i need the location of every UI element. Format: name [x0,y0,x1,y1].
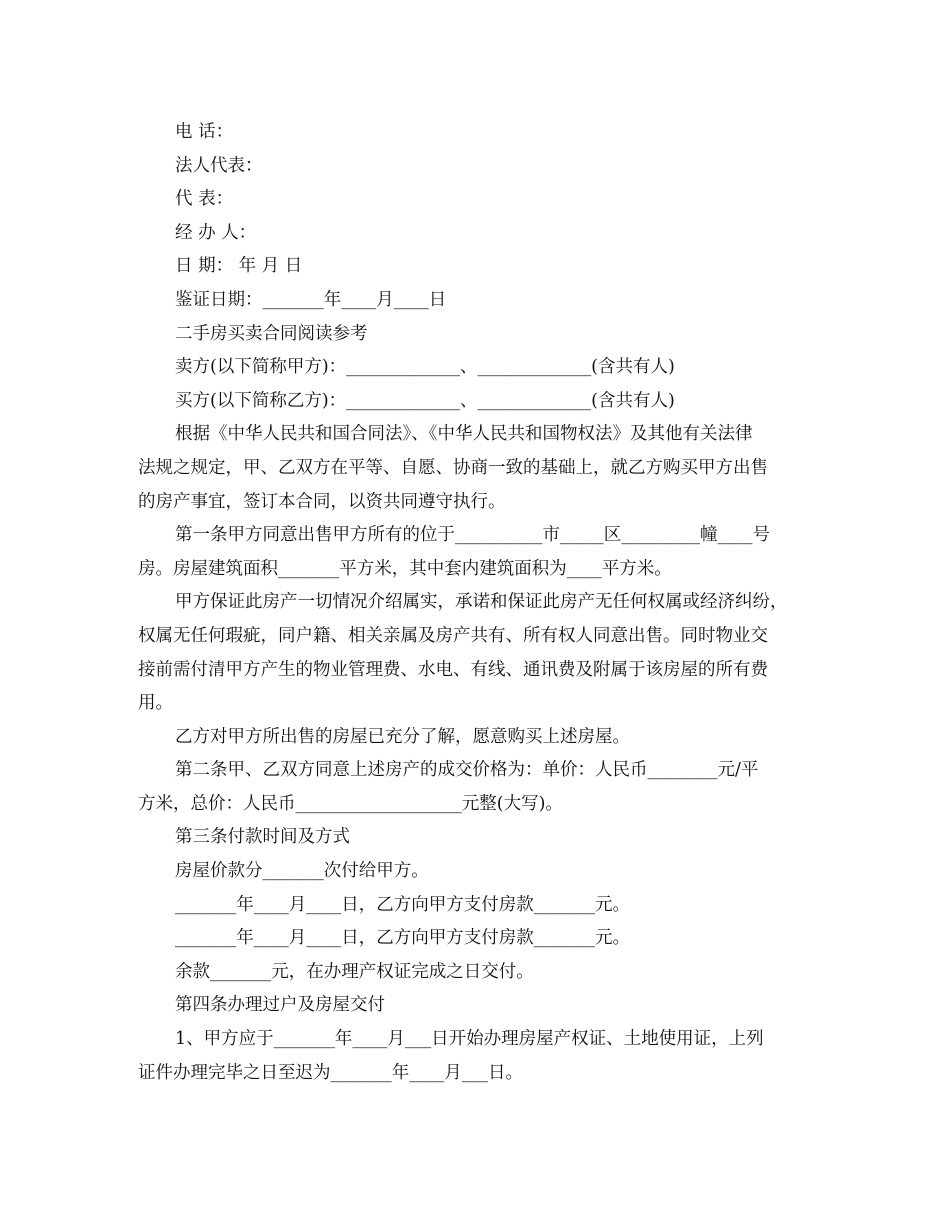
article-1-line-2: 房。房屋建筑面积_______平方米，其中套内建筑面积为____平方米。 [138,558,672,579]
authentication-date-line: 鉴证日期：_______年____月____日 [175,289,447,310]
article-3-heading: 第三条付款时间及方式 [175,827,350,848]
contract-body [138,116,818,1090]
installments-line: 房屋价款分_______次付给甲方。 [175,861,429,882]
buyer-acknowledgement-line: 乙方对甲方所出售的房屋已充分了解，愿意购买上述房屋。 [175,726,630,747]
guarantee-line-2: 权属无任何瑕疵，同户籍、相关亲属及房产共有、所有权人同意出售。同时物业交 [138,625,768,646]
guarantee-line-4: 用。 [138,693,173,714]
legal-representative-line: 法人代表： [175,155,263,176]
guarantee-line-1: 甲方保证此房产一切情况介绍属实，承诺和保证此房产无任何权属或经济纠纷， [175,592,788,613]
article-4-clause-1-line-1: 1、甲方应于_______年____月___日开始办理房屋产权证、土地使用证，上列 [175,1029,764,1050]
seller-line: 卖方(以下简称甲方)：_____________、_____________(含共有人) [175,357,675,378]
preamble-line-3: 的房产事宜，签订本合同，以资共同遵守执行。 [138,491,506,512]
contract-title: 二手房买卖合同阅读参考 [175,323,368,344]
preamble-line-1: 根据《中华人民共和国合同法》、《中华人民共和国物权法》及其他有关法律 [175,424,753,445]
phone-line: 电 话： [175,122,234,142]
payment-line-1: _______年____月____日，乙方向甲方支付房款_______元。 [175,894,630,915]
payment-line-2: _______年____月____日，乙方向甲方支付房款_______元。 [175,928,630,949]
date-line: 日 期： 年 月 日 [175,256,303,277]
handler-line: 经 办 人： [175,222,257,243]
article-4-heading: 第四条办理过户及房屋交付 [175,995,385,1016]
guarantee-line-3: 接前需付清甲方产生的物业管理费、水电、有线、通讯费及附属于该房屋的所有费 [138,659,768,680]
article-2-line-1: 第二条甲、乙双方同意上述房产的成交价格为：单价：人民币________元/平 [175,760,759,781]
article-2-line-2: 方米，总价：人民币___________________元整(大写)。 [138,793,563,814]
buyer-line: 买方(以下简称乙方)：_____________、_____________(含共有人) [175,390,675,411]
representative-line: 代 表： [175,189,234,210]
preamble-line-2: 法规之规定，甲、乙双方在平等、自愿、协商一致的基础上，就乙方购买甲方出售 [138,457,768,478]
article-1-line-1: 第一条甲方同意出售甲方所有的位于__________市_____区_________幢____号 [175,525,770,546]
article-4-clause-1-line-2: 证件办理完毕之日至迟为_______年____月___日。 [138,1062,523,1083]
balance-line: 余款_______元，在办理产权证完成之日交付。 [175,961,534,982]
